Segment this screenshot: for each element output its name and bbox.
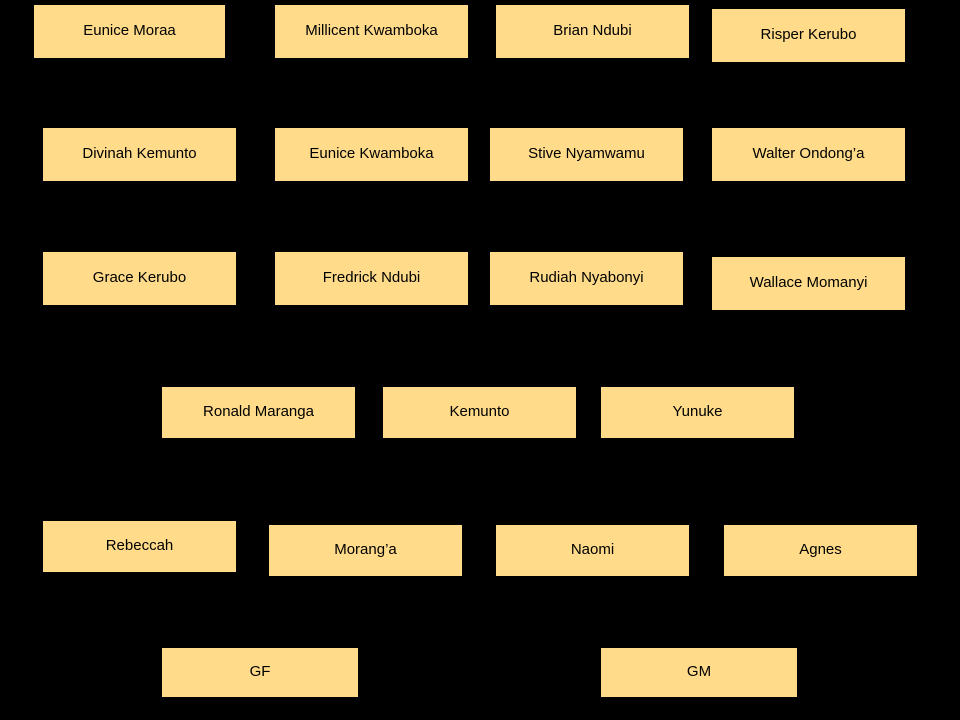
diagram-node[interactable]: Agnes <box>724 525 917 576</box>
diagram-node[interactable]: Millicent Kwamboka <box>275 5 468 58</box>
diagram-node[interactable]: Divinah Kemunto <box>43 128 236 181</box>
diagram-node[interactable]: Yunuke <box>601 387 794 438</box>
diagram-node[interactable]: Stive Nyamwamu <box>490 128 683 181</box>
diagram-node[interactable]: Fredrick Ndubi <box>275 252 468 305</box>
diagram-node[interactable]: Kemunto <box>383 387 576 438</box>
diagram-node[interactable]: Risper Kerubo <box>712 9 905 62</box>
diagram-node[interactable]: Walter Ondong’a <box>712 128 905 181</box>
diagram-node[interactable]: Brian Ndubi <box>496 5 689 58</box>
diagram-node[interactable]: Naomi <box>496 525 689 576</box>
diagram-node[interactable]: GM <box>601 648 797 697</box>
diagram-node[interactable]: GF <box>162 648 358 697</box>
diagram-node[interactable]: Ronald Maranga <box>162 387 355 438</box>
diagram-node[interactable]: Morang’a <box>269 525 462 576</box>
diagram-node[interactable]: Eunice Moraa <box>34 5 225 58</box>
diagram-node[interactable]: Rudiah Nyabonyi <box>490 252 683 305</box>
diagram-node[interactable]: Wallace Momanyi <box>712 257 905 310</box>
diagram-node[interactable]: Rebeccah <box>43 521 236 572</box>
diagram-node[interactable]: Eunice Kwamboka <box>275 128 468 181</box>
diagram-node[interactable]: Grace Kerubo <box>43 252 236 305</box>
